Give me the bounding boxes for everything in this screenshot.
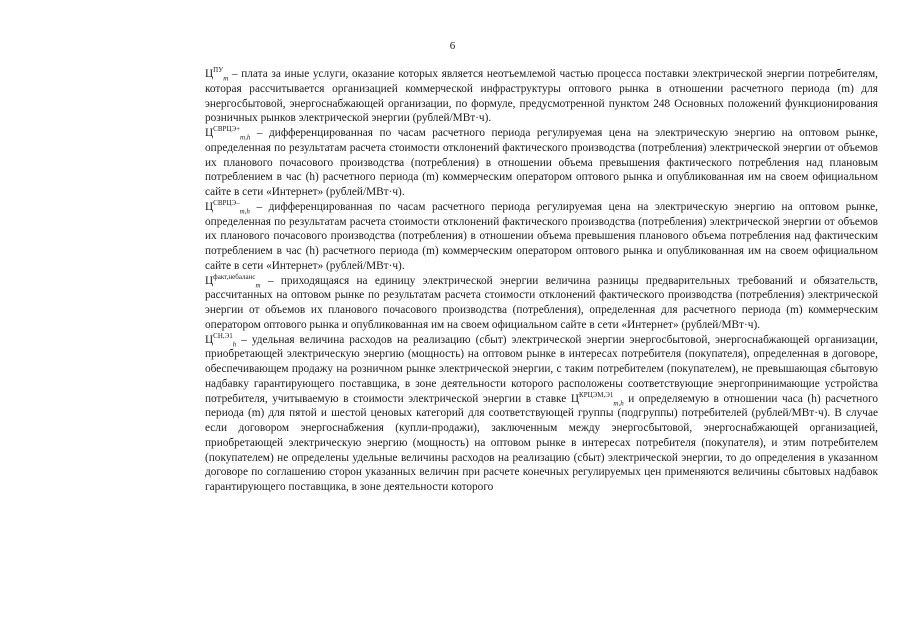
- definition-text: – плата за иные услуги, оказание которых является неотъемлемой частью процесса поставки электрической энергии потребителям, которая рассчитывается организацией коммерческой инфраструктуры оптового рынка в отношении расчетного периода (m) для энергосбытовой, энергоснабжающей организации, по формуле, предусмотренной пунктом 248 Основных положений функционирования розничных рынков электрической энергии (рублей/МВт·ч).: [205, 68, 878, 125]
- symbol-price: $Ц^{факт,небаланс}_m$: [205, 272, 261, 289]
- definition-sales-expenses: [205, 333, 878, 495]
- definition-svrce-minus: [205, 200, 878, 274]
- definition-text: – удельная величина расходов на реализацию (сбыт) электрической энергии энергосбытовой, энергоснабжающей организации, приобретающей электрическую энергию (мощность) на оптовом рынке в интересах потребителя (покупателя), определенная в договоре, обеспечивающем продажу на розничном рынке электрической энергии, с таким потребителем (покупателем), не превышающая сбытовую надбавку гарантирующего поставщика, в зоне деятельности которого расположены соответствующие энергопринимающие устройства потребителя, учитываемую в стоимости электрической энергии в ставке: [205, 333, 878, 405]
- definition-svrce-plus: [205, 126, 878, 200]
- definition-text: – приходящаяся на единицу электрической энергии величина разницы предварительных требований и обязательств, рассчитанных на оптовом рынке по результатам расчета стоимости отклонений фактического производства (потребления) электрической энергии от объемов их планового почасового производства (потребления), определенная для расчетного периода (m) коммерческим оператором оптового рынка и опубликованная им на своем официальном сайте в сети «Интернет» (рублей/МВт·ч).: [205, 274, 878, 331]
- symbol-price: $Ц^{ПУ}_m$: [205, 66, 229, 83]
- symbol-price: $Ц^{СВРЦЭ+}_{m,h}$: [205, 125, 251, 142]
- page-number: 6: [449, 40, 456, 52]
- document-body: [205, 67, 878, 495]
- definition-other-services: [205, 67, 878, 126]
- symbol-price: $Ц^{СН,Э1}_h$: [205, 331, 237, 348]
- symbol-price: $Ц^{СВРЦЭ-}_{m,h}$: [205, 198, 250, 215]
- definition-text: – дифференцированная по часам расчетного периода регулируемая цена на электрическую энергию на оптовом рынке, определенная по результатам расчета стоимости отклонений фактического производства (потребления) электрической энергии от объемов их планового почасового производства (потребления) в отношении объема превышения фактического потребления над плановым потреблением в час (h) расчетного периода (m) коммерческим оператором оптового рынка и опубликованная им на своем официальном сайте в сети «Интернет» (рублей/МВт·ч).: [205, 127, 878, 198]
- definition-text: – дифференцированная по часам расчетного периода регулируемая цена на электрическую энергию на оптовом рынке, определенная по результатам расчета стоимости отклонений фактического производства (потребления) электрической энергии от объемов их планового почасового производства (потребления) в отношении объема превышения планового объема потребления над фактическим потреблением в час (h) расчетного периода (m) коммерческим оператором оптового рынка и опубликованная им на своем официальном сайте в сети «Интернет» (рублей/МВт·ч).: [205, 200, 878, 272]
- inline-symbol-price: $Ц^{КРЦЭМ,Э1}_{m,h}$: [570, 390, 624, 407]
- definition-text-continued: и определяемую в отношении часа (h) расчетного периода (m) для пятой и шестой ценовых категорий для соответствующей группы (подгруппы) потребителей (рублей/МВт·ч). В случае если договором энергоснабжения (купли-продажи), заключенным между энергосбытовой, энергоснабжающей организацией, приобретающей электрическую энергию (мощность) на оптовом рынке в интересах потребителя (покупателя), и этим потребителем (покупателем) не определены удельные величины расходов на реализацию (сбыт) электрической энергии, то до определения в указанном договоре по соглашению сторон указанных величин при расчете конечных регулируемых цен применяются величины сбытовых надбавок гарантирующего поставщика, в зоне деятельности которого: [205, 392, 878, 493]
- definition-imbalance: [205, 274, 878, 333]
